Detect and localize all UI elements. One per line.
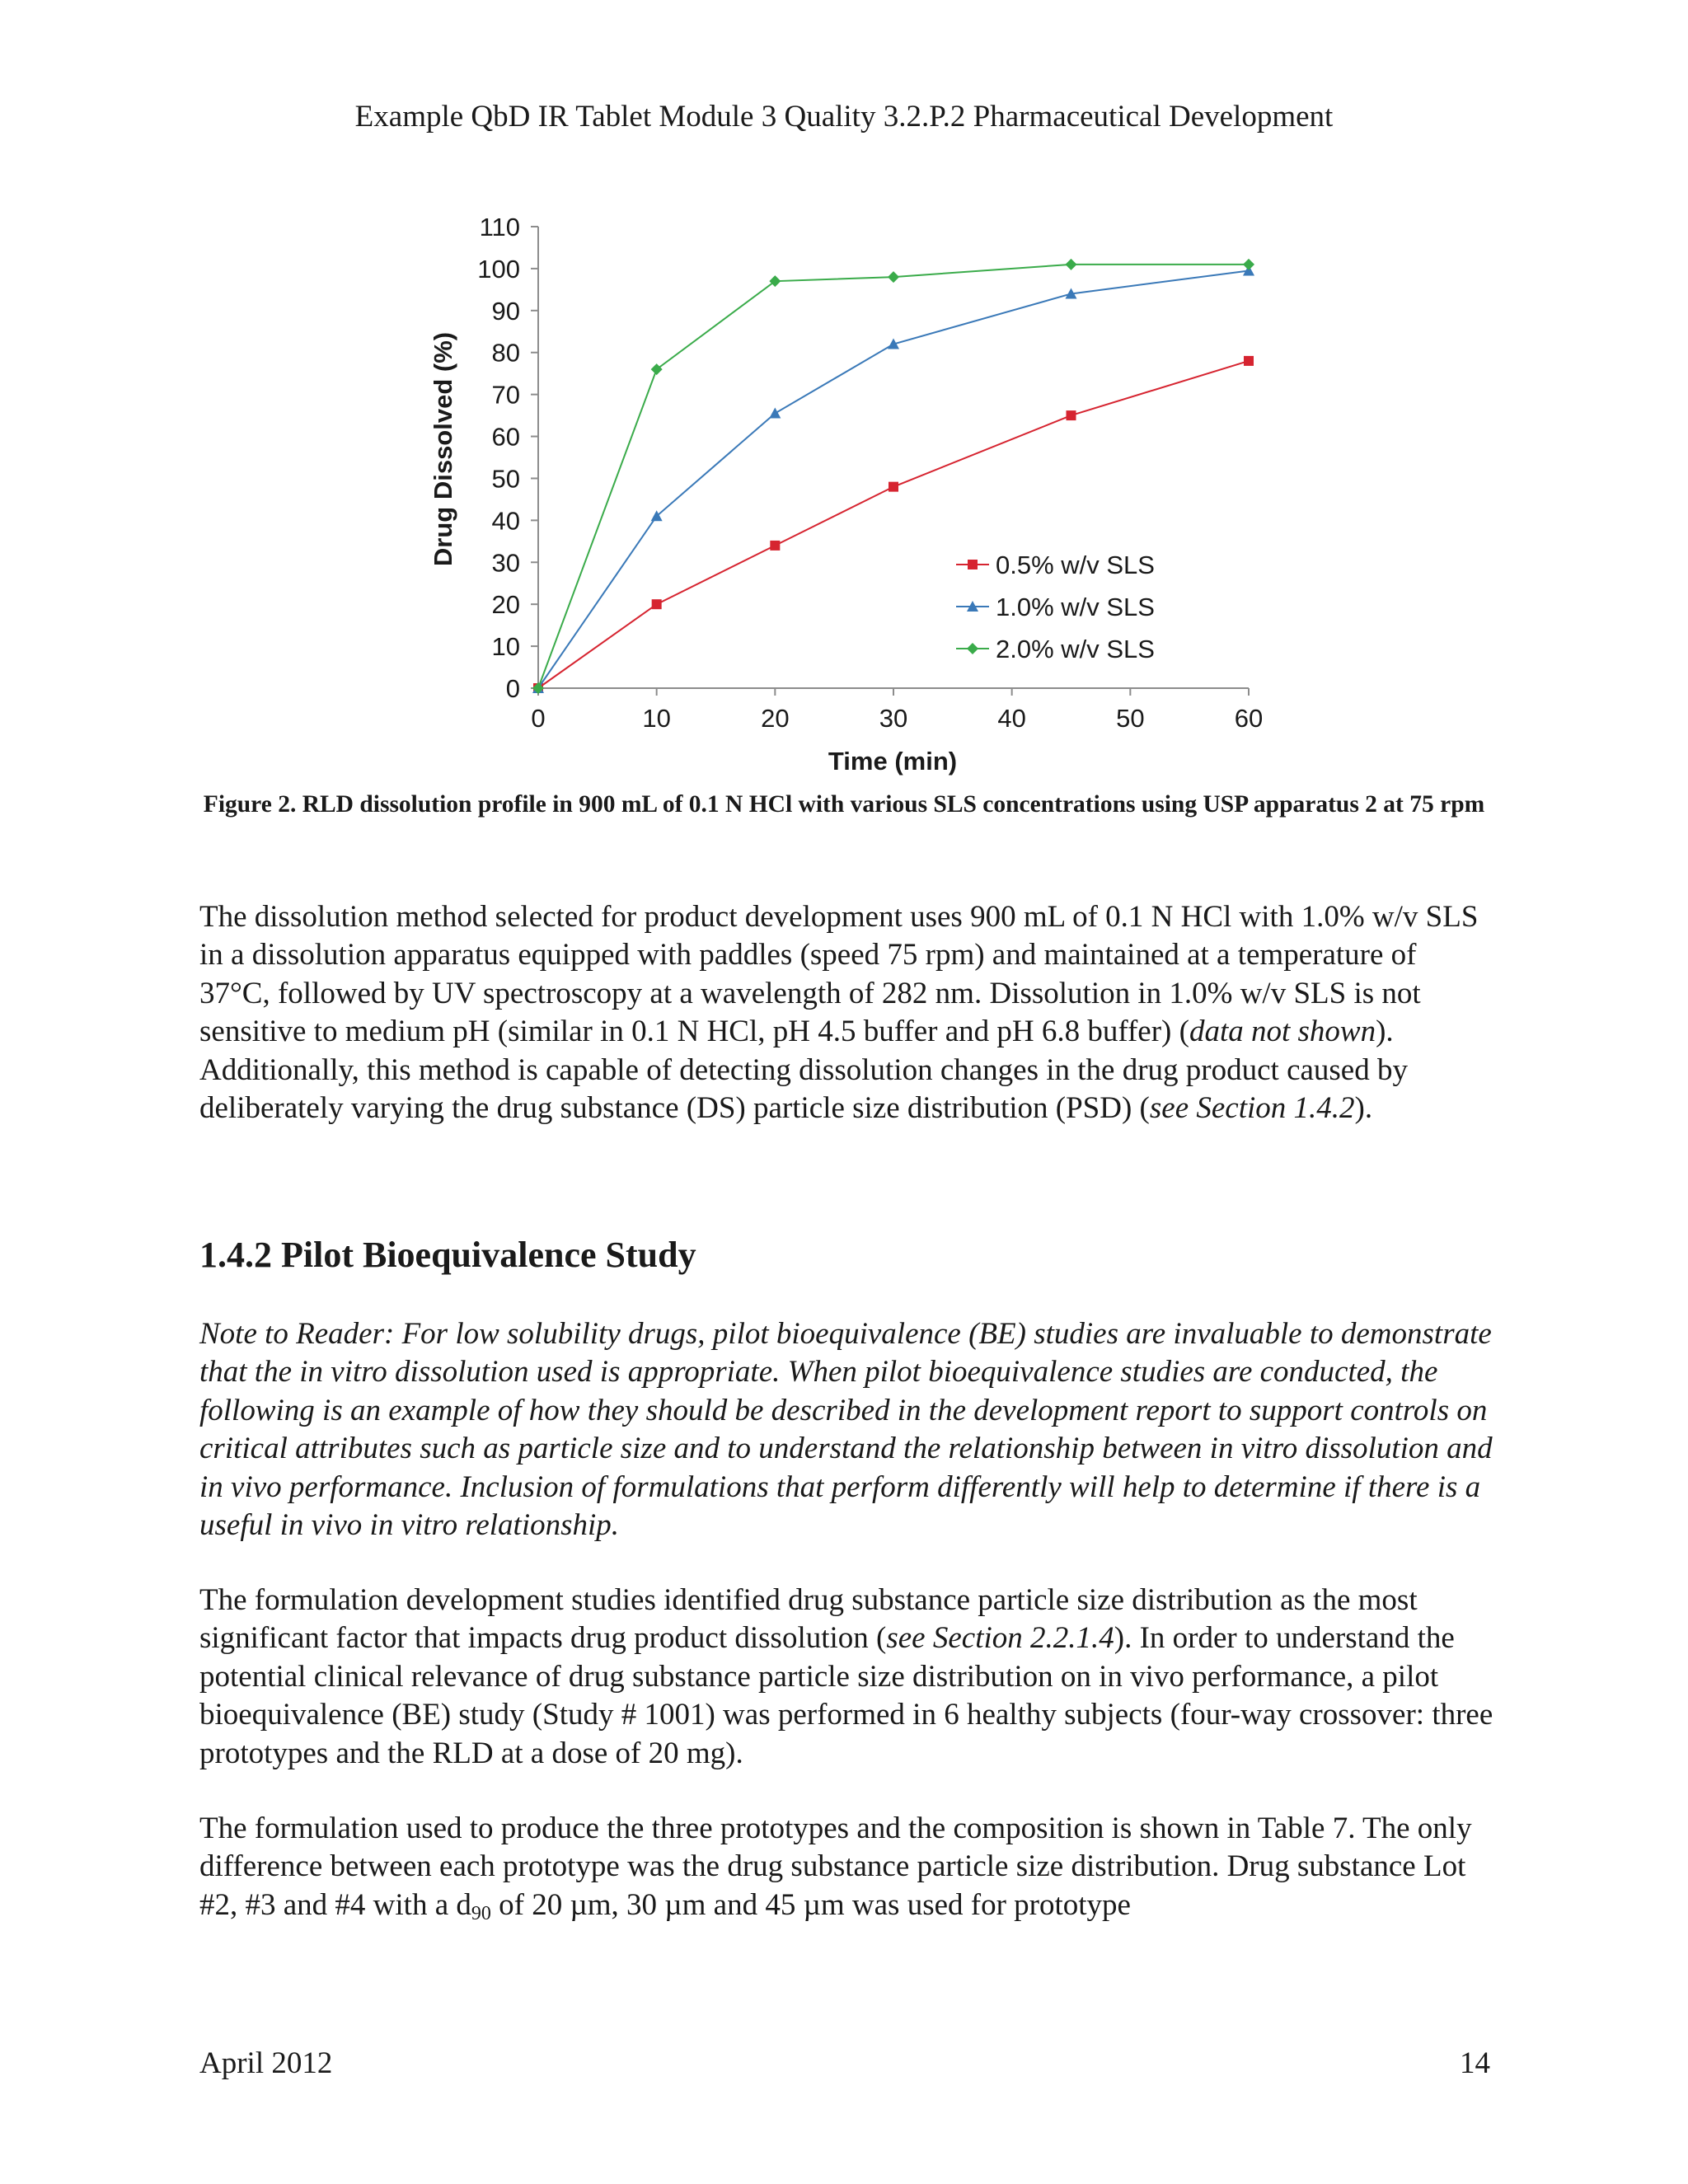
y-tick-label: 110 (479, 213, 520, 241)
page-number: 14 (1460, 2046, 1490, 2080)
paragraph-formulation-studies (199, 1582, 1493, 1773)
x-tick-label: 60 (1234, 704, 1264, 733)
y-tick-label: 10 (491, 632, 520, 662)
para1-text-2: ). Additionally, this method is capable of detecting dissolution changes in the drug product caused by deliberately varying the drug substance (DS) particle size distribution (PSD) ( (199, 1015, 1408, 1126)
data-point (889, 482, 898, 492)
x-axis-label: Time (min) (828, 747, 958, 776)
data-point (651, 363, 663, 375)
para1-italic-1: data not shown (1189, 1015, 1376, 1049)
x-tick-label: 0 (531, 704, 546, 733)
legend-label-1: 1.0% w/v SLS (996, 593, 1155, 621)
figure-caption: Figure 2. RLD dissolution profile in 900 mL of 0.1 N HCl with various SLS concentrations using USP apparatus 2 at 75 rpm (203, 791, 1485, 818)
x-tick-label: 40 (997, 704, 1026, 733)
running-header: Example QbD IR Tablet Module 3 Quality 3.2.P.2 Pharmaceutical Development (354, 100, 1334, 134)
x-tick-label: 50 (1116, 704, 1145, 733)
legend-marker-0 (968, 560, 978, 569)
data-point (1067, 410, 1076, 420)
data-point (769, 408, 781, 419)
dissolution-chart (412, 206, 1302, 791)
legend-marker-2 (967, 643, 978, 654)
data-point (1066, 259, 1077, 270)
legend-label-0: 0.5% w/v SLS (996, 551, 1155, 579)
y-tick-label: 80 (491, 338, 520, 368)
y-tick-label: 0 (505, 674, 520, 703)
para1-text-3: ). (1354, 1091, 1373, 1126)
legend-label-2: 2.0% w/v SLS (996, 635, 1155, 663)
y-axis-label: Drug Dissolved (%) (429, 331, 457, 567)
data-point (770, 541, 780, 551)
y-tick-label: 40 (491, 506, 520, 536)
x-tick-label: 30 (879, 704, 908, 733)
footer-date: April 2012 (199, 2046, 333, 2080)
note-to-reader (199, 1315, 1493, 1544)
para2-text-1: The formulation development studies identified drug substance particle size distribution as the most significant factor that impacts drug product dissolution ( (199, 1583, 1418, 1656)
para3-text-2: of 20 µm, 30 µm and 45 µm was used for prototype (490, 1887, 1131, 1922)
section-heading: 1.4.2 Pilot Bioequivalence Study (199, 1235, 696, 1275)
series-line-1 (538, 270, 1249, 688)
note-text: Note to Reader: For low solubility drugs, pilot bioequivalence (BE) studies are invaluable to demonstrate that the in vitro dissolution used is appropriate. When pilot bioequivalence studies are conducted, the following is an example of how they should be described in the development report to support controls on critical attributes such as particle size and to understand the relationship between in vitro dissolution and in vivo performance. Inclusion of formulations that perform differently will help to determine if there is a useful in vivo in vitro relationship. (199, 1317, 1493, 1543)
x-tick-label: 10 (642, 704, 671, 733)
para1-italic-2: see Section 1.4.2 (1149, 1091, 1355, 1126)
para1-text-1: The dissolution method selected for product development uses 900 mL of 0.1 N HCl with 1.0% w/v SLS in a dissolution apparatus equipped with paddles (speed 75 rpm) and maintained at a temperature of 37°C, followed by UV spectroscopy at a wavelength of 282 nm. Dissolution in 1.0% w/v SLS is not sensitive to medium pH (similar in 0.1 N HCl, pH 4.5 buffer and pH 6.8 buffer) ( (199, 900, 1479, 1049)
data-point (1244, 356, 1254, 366)
chart-svg (412, 206, 1302, 791)
para2-text-2: ). In order to understand the potential clinical relevance of drug substance particle size distribution on in vivo performance, a pilot bioequivalence (BE) study (Study # 1001) was performed in 6 healthy subjects (four-way crossover: three prototypes and the RLD at a dose of 20 mg). (199, 1621, 1493, 1770)
paragraph-dissolution-method (199, 898, 1493, 1127)
data-point (888, 271, 899, 283)
y-tick-label: 70 (491, 380, 520, 410)
para3-subscript: 90 (471, 1902, 491, 1924)
para3-text-1: The formulation used to produce the three prototypes and the composition is shown in Table 7. The only difference between each prototype was the drug substance particle size distribution. Drug substance Lot #2, #3 and #4 with a d (199, 1811, 1472, 1922)
y-tick-label: 60 (491, 422, 520, 452)
x-tick-label: 20 (761, 704, 790, 733)
y-tick-label: 30 (491, 548, 520, 578)
y-tick-label: 100 (477, 254, 520, 284)
data-point (1243, 259, 1254, 270)
y-tick-label: 50 (491, 464, 520, 494)
y-tick-label: 90 (491, 296, 520, 326)
data-point (769, 275, 781, 287)
paragraph-prototypes (199, 1810, 1493, 1924)
series-line-2 (538, 265, 1249, 688)
data-point (652, 599, 662, 609)
y-tick-label: 20 (491, 590, 520, 620)
para2-italic-1: see Section 2.2.1.4 (886, 1621, 1114, 1656)
